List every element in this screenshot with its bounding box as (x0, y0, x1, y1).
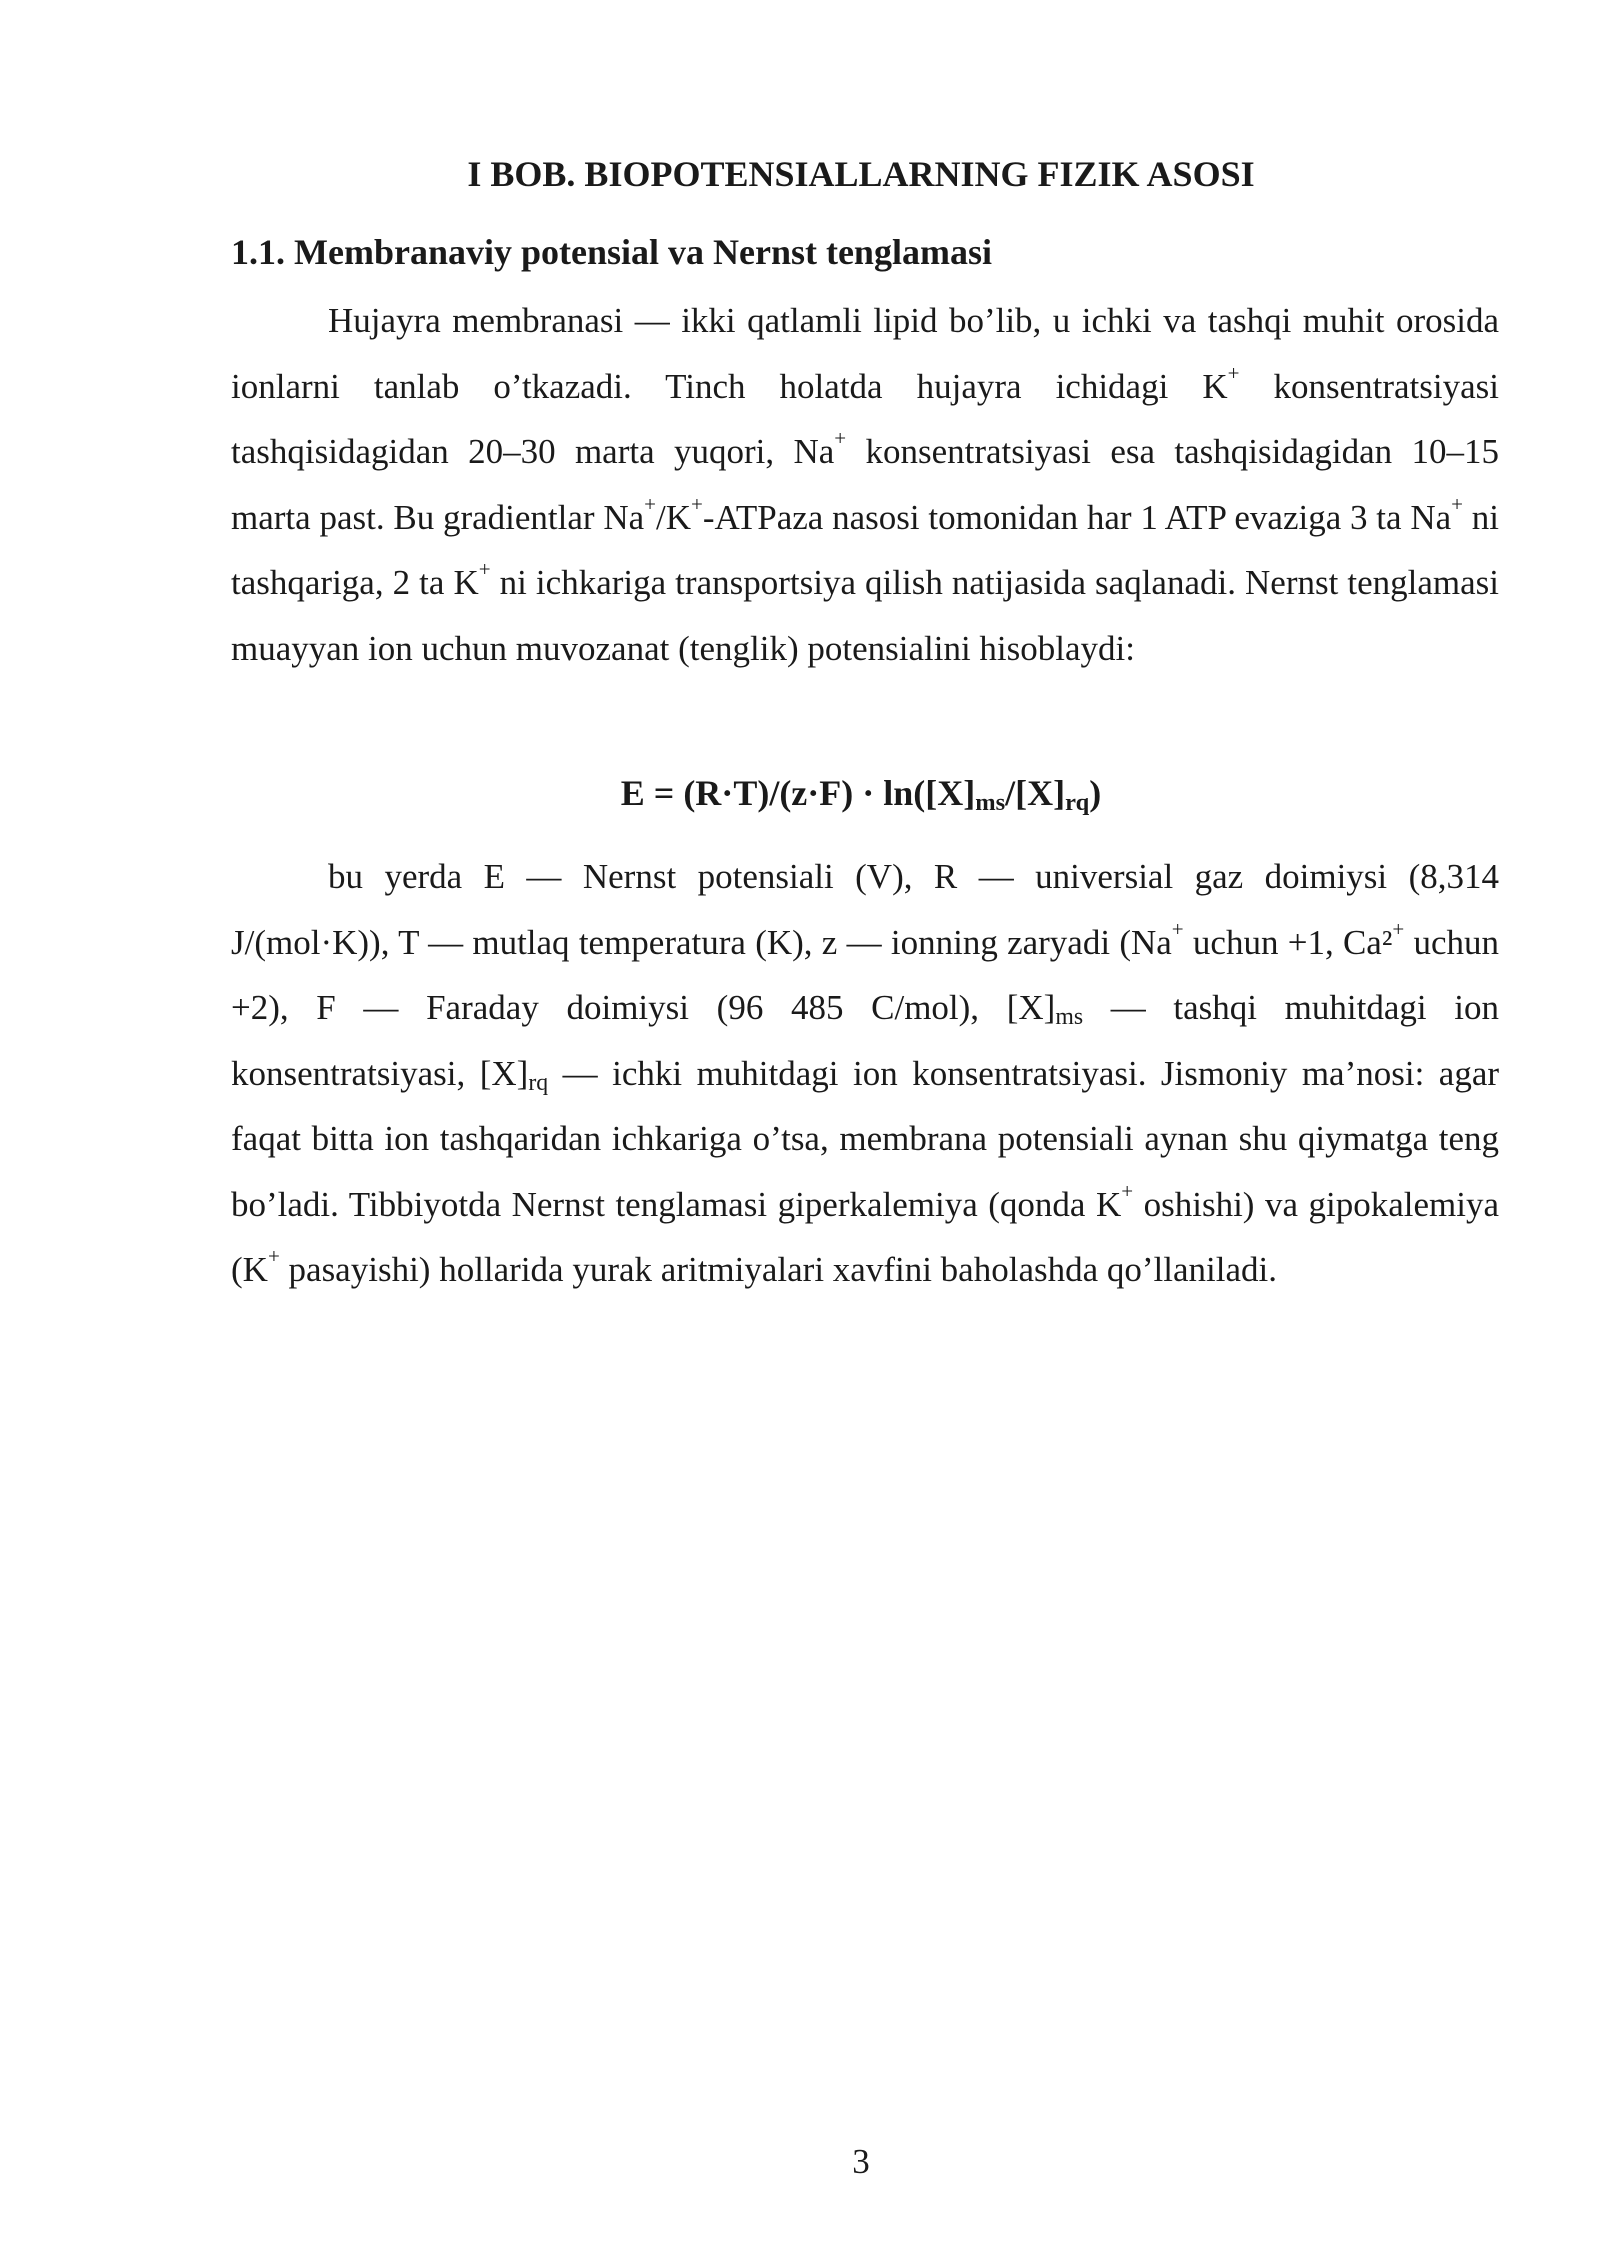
text-run: oshishi) va gipokalemiya (K (231, 1184, 1499, 1289)
text-run: uchun +1, Ca² (1183, 922, 1393, 962)
subscript: ms (975, 788, 1006, 816)
text-run: uchun +2), F — Faraday doimiysi (96 485 C/mol), [X] (231, 922, 1499, 1027)
superscript: + (1451, 491, 1463, 516)
superscript: + (267, 1244, 280, 1269)
superscript: + (1227, 360, 1240, 385)
text-run: Hujayra membranasi — ikki qatlamli lipid bo’lib, u ichki va tashqi muhit orosida ionlarni tanlab o’tkazadi. Tinch holatda hujayra ichidagi K (231, 301, 1499, 406)
text-run: pasayishi) hollarida yurak aritmiyalari xavfini baholashda qo’llaniladi. (279, 1250, 1277, 1289)
subscript: rq (528, 1069, 549, 1096)
formula-end: ) (1089, 773, 1102, 813)
superscript: + (1121, 1178, 1134, 1203)
subscript: ms (1055, 1003, 1084, 1030)
text-run: konsentratsiyasi esa tashqisidagidan 10–15 marta past. Bu gradientlar Na (231, 432, 1499, 537)
page-number: 3 (852, 2142, 870, 2181)
superscript: + (834, 426, 847, 451)
paragraph-intro (231, 288, 1499, 681)
section-title: 1.1. Membranaviy potensial va Nernst tenglamasi (231, 232, 992, 272)
chapter-title: I BOB. BIOPOTENSIALLARNING FIZIK ASOSI (467, 154, 1255, 194)
superscript: + (1392, 916, 1405, 941)
text-run: ni ichkariga transportsiya qilish natijasida saqlanadi. Nernst tenglamasi muayyan ion uchun muvozanat (tenglik) potensialini hisoblaydi: (231, 563, 1499, 668)
superscript: + (1171, 916, 1184, 941)
formula-main: E = (R·T)/(z·F) · ln([X] (620, 773, 976, 813)
text-run: ni tashqariga, 2 ta K (231, 497, 1499, 602)
formula-mid: /[X] (1005, 773, 1066, 813)
nernst-formula (0, 768, 1600, 818)
text-run: konsentratsiyasi tashqisidagidan 20–30 marta yuqori, Na (231, 366, 1499, 471)
text-run: -ATPaza nasosi tomonidan har 1 ATP evaziga 3 ta Na (702, 497, 1452, 537)
superscript: + (691, 491, 703, 516)
text-run: — ichki muhitdagi ion konsentratsiyasi. Jismoniy ma’nosi: agar faqat bitta ion tashqaridan ichkariga o’tsa, membrana potensiali aynan shu qiymatga teng bo’ladi. Tibbiyotda Nernst tenglamasi giperkalemiya (qonda K (231, 1053, 1500, 1224)
text-run: /K (656, 497, 691, 537)
text-run: — tashqi muhitdagi ion konsentratsiyasi, [X] (231, 988, 1499, 1093)
paragraph-explanation (231, 844, 1499, 1303)
superscript: + (644, 491, 656, 516)
text-run: bu yerda E — Nernst potensiali (V), R — universial gaz doimiysi (8,314 J/(mol·K)), T — mutlaq temperatura (K), z — ionning zaryadi (Na (231, 857, 1499, 962)
subscript: rq (1065, 788, 1090, 816)
superscript: + (478, 557, 491, 582)
